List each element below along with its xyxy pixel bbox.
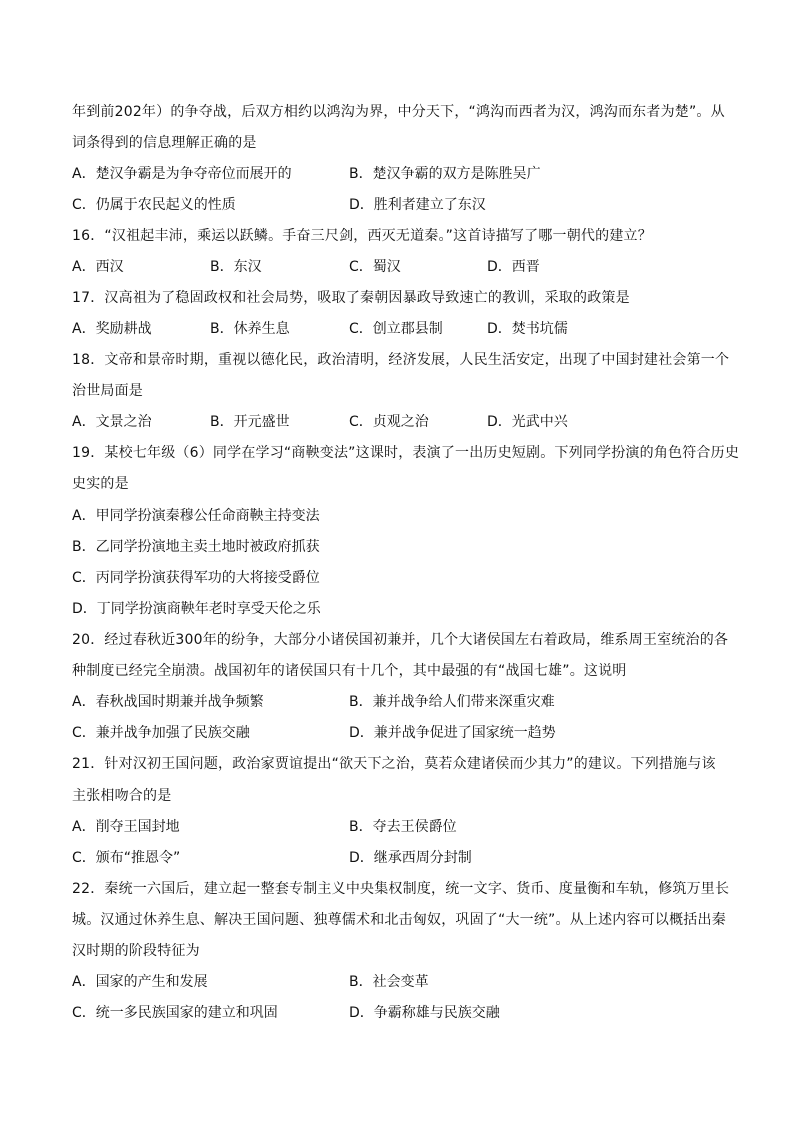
- q18-option-d: D．光武中兴: [487, 414, 568, 430]
- q20-option-d: D．兼并战争促进了国家统一趋势: [349, 725, 556, 741]
- q19-stem-line-1: 19．某校七年级（6）同学在学习“商鞅变法”这课时，表演了一出历史短剧。下列同学扮演的角色符合历史: [72, 445, 740, 461]
- q16-option-b: B．东汉: [210, 259, 262, 275]
- q22-option-a: A．国家的产生和发展: [72, 974, 208, 990]
- q22-option-b: B．社会变革: [349, 974, 429, 990]
- q16-option-c: C．蜀汉: [349, 259, 401, 275]
- q22-option-d: D．争霸称雄与民族交融: [349, 1005, 500, 1021]
- q22-stem-line-2: 城。汉通过休养生息、解决王国问题、独尊儒术和北击匈奴，巩固了“大一统”。从上述内容可以概括出秦: [72, 912, 726, 928]
- q21-option-b: B．夺去王侯爵位: [349, 819, 457, 835]
- q19-option-d: D．丁同学扮演商鞅年老时享受天伦之乐: [72, 601, 321, 617]
- q15-option-b: B．楚汉争霸的双方是陈胜吴广: [349, 166, 541, 182]
- q22-stem-line-1: 22．秦统一六国后，建立起一整套专制主义中央集权制度，统一文字、货币、度量衡和车轨，修筑万里长: [72, 881, 730, 897]
- q15-option-a: A．楚汉争霸是为争夺帝位而展开的: [72, 166, 292, 182]
- q18-option-b: B．开元盛世: [210, 414, 290, 430]
- q18-option-c: C．贞观之治: [349, 414, 429, 430]
- q20-stem-line-1: 20．经过春秋近300年的纷争，大部分小诸侯国初兼并，几个大诸侯国左右着政局，维系周王室统治的各: [72, 632, 729, 648]
- q22-option-c: C．统一多民族国家的建立和巩固: [72, 1005, 278, 1021]
- q19-option-a: A．甲同学扮演秦穆公任命商鞅主持变法: [72, 508, 320, 524]
- q17-option-c: C．创立郡县制: [349, 321, 443, 337]
- q19-stem-line-2: 史实的是: [72, 476, 129, 492]
- q19-option-b: B．乙同学扮演地主卖土地时被政府抓获: [72, 539, 320, 555]
- q21-stem-line-2: 主张相吻合的是: [72, 788, 172, 804]
- q15-stem-line-2: 词条得到的信息理解正确的是: [72, 135, 257, 151]
- q15-option-c: C．仍属于农民起义的性质: [72, 197, 236, 213]
- q19-option-c: C．丙同学扮演获得军功的大将接受爵位: [72, 570, 320, 586]
- q15-stem-line-1: 年到前202年）的争夺战，后双方相约以鸿沟为界，中分天下，“鸿沟而西者为汉，鸿沟而东者为楚”。从: [72, 104, 725, 120]
- q18-option-a: A．文景之治: [72, 414, 152, 430]
- q16-stem: 16．“汉祖起丰沛，乘运以跃鳞。手奋三尺剑，西灭无道秦。”这首诗描写了哪一朝代的建立？: [72, 228, 652, 244]
- q21-option-d: D．继承西周分封制: [349, 850, 472, 866]
- q17-option-a: A．奖励耕战: [72, 321, 152, 337]
- q21-stem-line-1: 21．针对汉初王国问题，政治家贾谊提出“欲天下之治，莫若众建诸侯而少其力”的建议。下列措施与该: [72, 756, 716, 772]
- q20-stem-line-2: 种制度已经完全崩溃。战国初年的诸侯国只有十几个，其中最强的有“战国七雄”。这说明: [72, 663, 627, 679]
- q22-stem-line-3: 汉时期的阶段特征为: [72, 943, 200, 959]
- q21-option-a: A．削夺王国封地: [72, 819, 180, 835]
- q17-stem: 17．汉高祖为了稳固政权和社会局势，吸取了秦朝因暴政导致速亡的教训，采取的政策是: [72, 290, 630, 306]
- q15-option-d: D．胜利者建立了东汉: [349, 197, 486, 213]
- q20-option-c: C．兼并战争加强了民族交融: [72, 725, 250, 741]
- q20-option-b: B．兼并战争给人们带来深重灾难: [349, 694, 555, 710]
- q20-option-a: A．春秋战国时期兼并战争频繁: [72, 694, 264, 710]
- q18-stem-line-2: 治世局面是: [72, 383, 143, 399]
- q17-option-b: B．休养生息: [210, 321, 290, 337]
- q21-option-c: C．颁布“推恩令”: [72, 850, 181, 866]
- q17-option-d: D．焚书坑儒: [487, 321, 568, 337]
- q16-option-a: A．西汉: [72, 259, 124, 275]
- q16-option-d: D．西晋: [487, 259, 540, 275]
- q18-stem-line-1: 18．文帝和景帝时期，重视以德化民，政治清明，经济发展，人民生活安定，出现了中国封建社会第一个: [72, 352, 730, 368]
